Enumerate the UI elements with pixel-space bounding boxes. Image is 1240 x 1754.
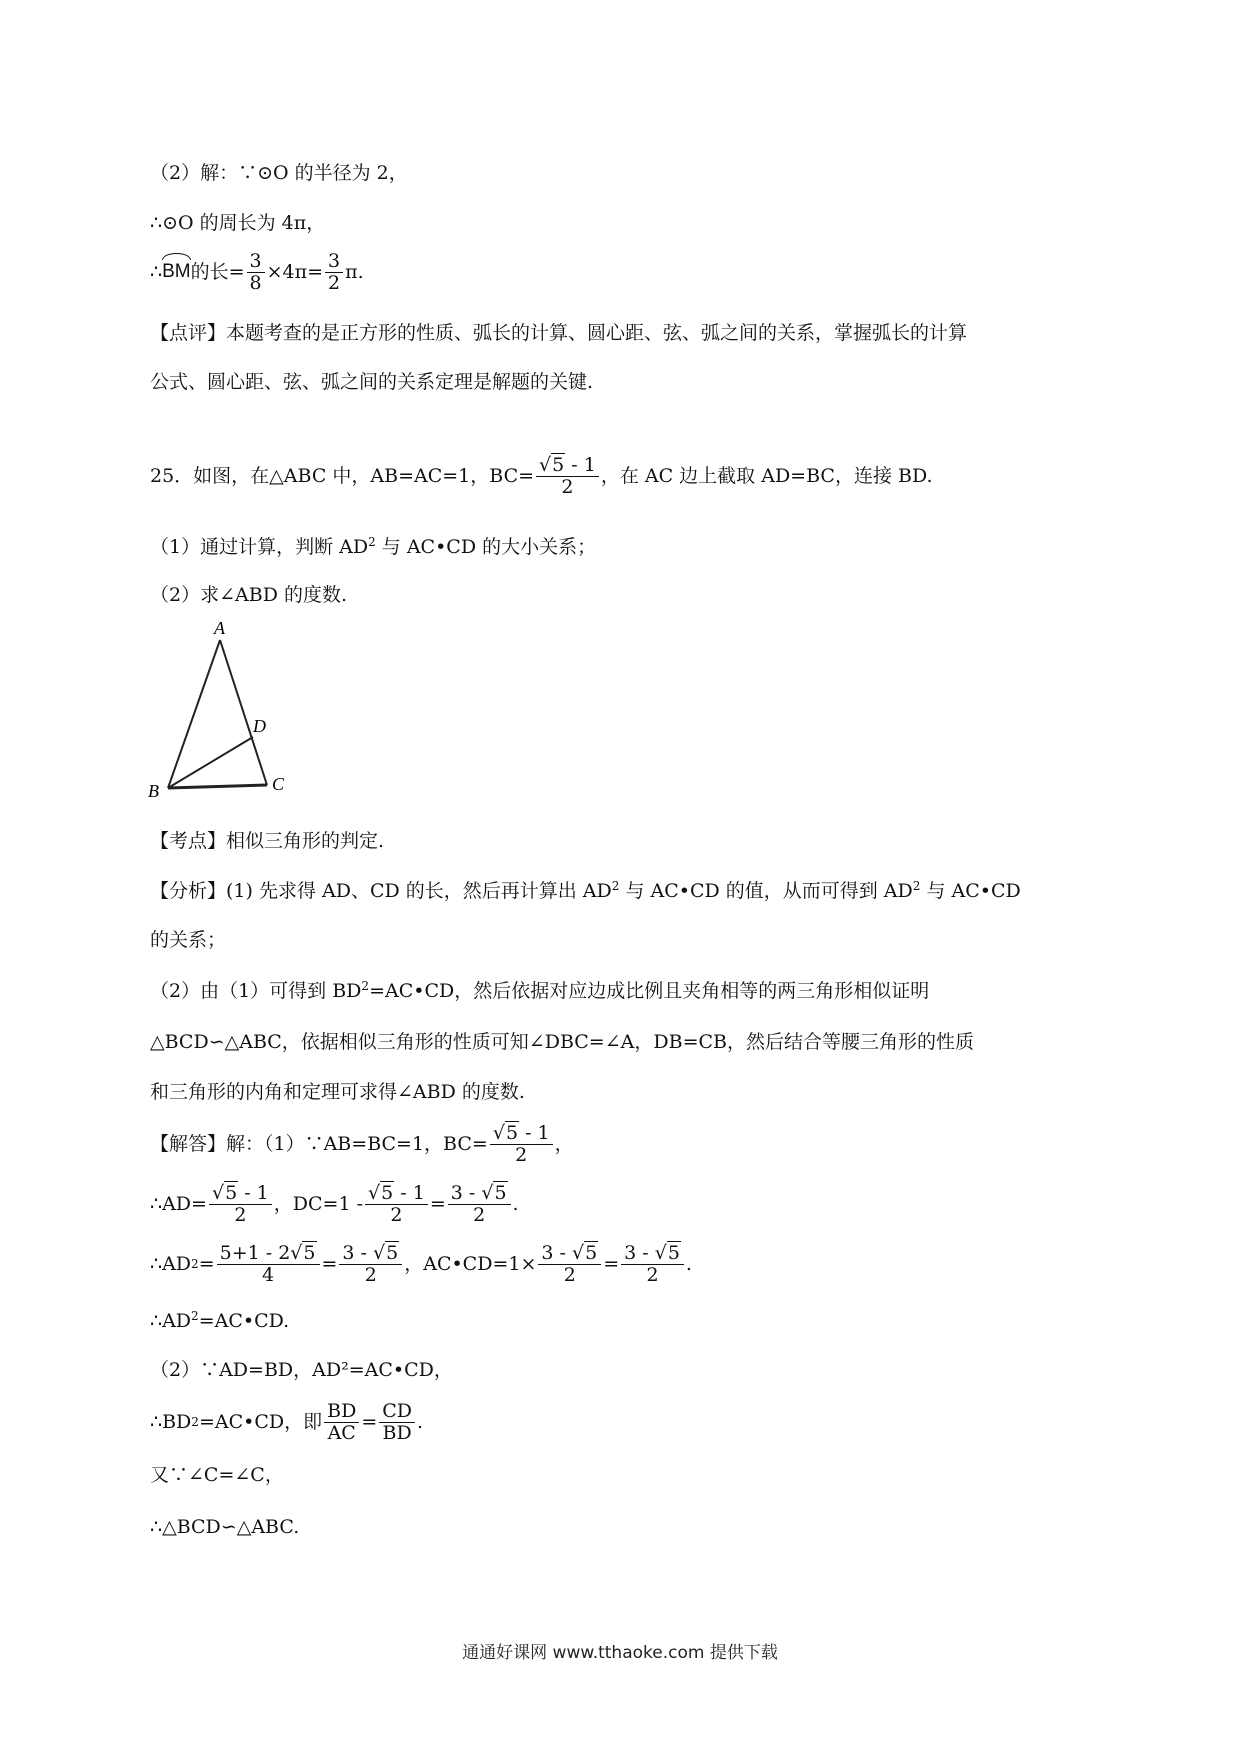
jieda-line8: ∴△BCD∽△ABC. [150, 1516, 300, 1538]
fenxi-line4: △BCD∽△ABC，依据相似三角形的性质可知∠DBC=∠A，DB=CB，然后结合等腰三角形的性质 [150, 1031, 974, 1053]
fraction: $\frac{3}{8}$ [247, 251, 265, 294]
jieda-line1: 【解答】解：（1）∵AB=BC=1，BC= $\frac{√5 - 1}{2}$ ， [150, 1121, 574, 1166]
label-b: B [148, 781, 159, 800]
label-c: C [272, 774, 285, 794]
comment-line2: 公式、圆心距、弦、弧之间的关系定理是解题的关键. [150, 371, 594, 393]
fraction: $\frac{√5 - 1}{2}$ [490, 1123, 553, 1166]
page-footer: 通通好课网 www.tthaoke.com 提供下载 [462, 1643, 778, 1663]
jieda-line2: ∴AD= $\frac{√5 - 1}{2}$ ，DC=1 - $\frac{√5 - 1}{2}$ = $\frac{3 - √5}{2}$ . [150, 1181, 519, 1226]
label-d: D [253, 716, 266, 736]
triangle-figure [140, 620, 300, 800]
jieda-line6: ∴BD 2 =AC•CD，即 $\frac{BD}{AC}$ = $\frac{CD}{BD}$ . [150, 1399, 424, 1444]
therefore-symbol: ∴ [150, 261, 163, 283]
fenxi-line5: 和三角形的内角和定理可求得∠ABD 的度数. [150, 1081, 525, 1103]
prev-part2-line1: （2）解：∵⊙O 的半径为 2， [150, 162, 408, 184]
arc-bm: BM [162, 257, 191, 287]
fraction: $\frac{5+1 - 2√5}{4}$ [217, 1243, 320, 1286]
problem-25-q1: （1）通过计算，判断 $AD^2$ 与 AC•CD 的大小关系； [150, 535, 597, 558]
fenxi-line1: 【分析】(1) 先求得 AD、CD 的长，然后再计算出 $AD^2$ 与 AC•CD 的值，从而可得到 $AD^2$ 与 AC•CD [150, 879, 1021, 902]
fraction: $\frac{3}{2}$ [325, 251, 343, 294]
fraction: $\frac{CD}{BD}$ [379, 1401, 415, 1444]
comment-line1: 【点评】本题考查的是正方形的性质、弧长的计算、圆心距、弦、弧之间的关系，掌握弧长的计算 [150, 322, 968, 344]
fenxi-line2: 的关系； [150, 929, 227, 951]
fraction: $\frac{3 - √5}{2}$ [448, 1183, 511, 1226]
arc-length-line: ∴ BM 的长= $\frac{3}{8}$ ×4π= $\frac{3}{2}$ π. [150, 249, 364, 294]
label-a: A [214, 620, 225, 638]
side-ac [220, 640, 267, 785]
fraction: $\frac{√5 - 1}{2}$ [209, 1183, 272, 1226]
arc-mark-icon [162, 253, 191, 260]
fraction: $\frac{√5 - 1}{2}$ [365, 1183, 428, 1226]
fraction: $\frac{3 - √5}{2}$ [621, 1243, 684, 1286]
problem-25-q2: （2）求∠ABD 的度数. [150, 584, 348, 606]
fenxi-line3: （2）由（1）可得到 $BD^2=AC•CD$，然后依据对应边成比例且夹角相等的两三角形相似证明 [150, 979, 930, 1002]
fraction-bc: $\frac{√5 - 1}{2}$ [536, 455, 599, 498]
segment-bd [168, 737, 253, 788]
jieda-line7: 又∵∠C=∠C， [150, 1464, 284, 1486]
side-ab [168, 640, 220, 788]
fraction: $\frac{3 - √5}{2}$ [339, 1243, 402, 1286]
jieda-line3: ∴AD 2 = $\frac{5+1 - 2√5}{4}$ = $\frac{3 - √5}{2}$ ，AC•CD=1× $\frac{3 - √5}{2}$ = $\frac{3 - √5}{2}$ . [150, 1241, 692, 1286]
jieda-line4: $\therefore AD^2=AC•CD$. [150, 1309, 290, 1332]
fraction: $\frac{BD}{AC}$ [324, 1401, 359, 1444]
fraction: $\frac{3 - √5}{2}$ [538, 1243, 601, 1286]
prev-part2-line2: ∴⊙O 的周长为 4π， [150, 212, 326, 234]
kaodian: 【考点】相似三角形的判定. [150, 830, 385, 852]
problem-25-stem: 25．如图，在△ABC 中，AB=AC=1，BC= $\frac{√5 - 1}{2}$ ，在 AC 边上截取 AD=BC，连接 BD. [150, 453, 933, 498]
jieda-line5: （2）∵AD=BD，AD²=AC•CD， [150, 1359, 453, 1381]
side-bc [168, 785, 267, 788]
